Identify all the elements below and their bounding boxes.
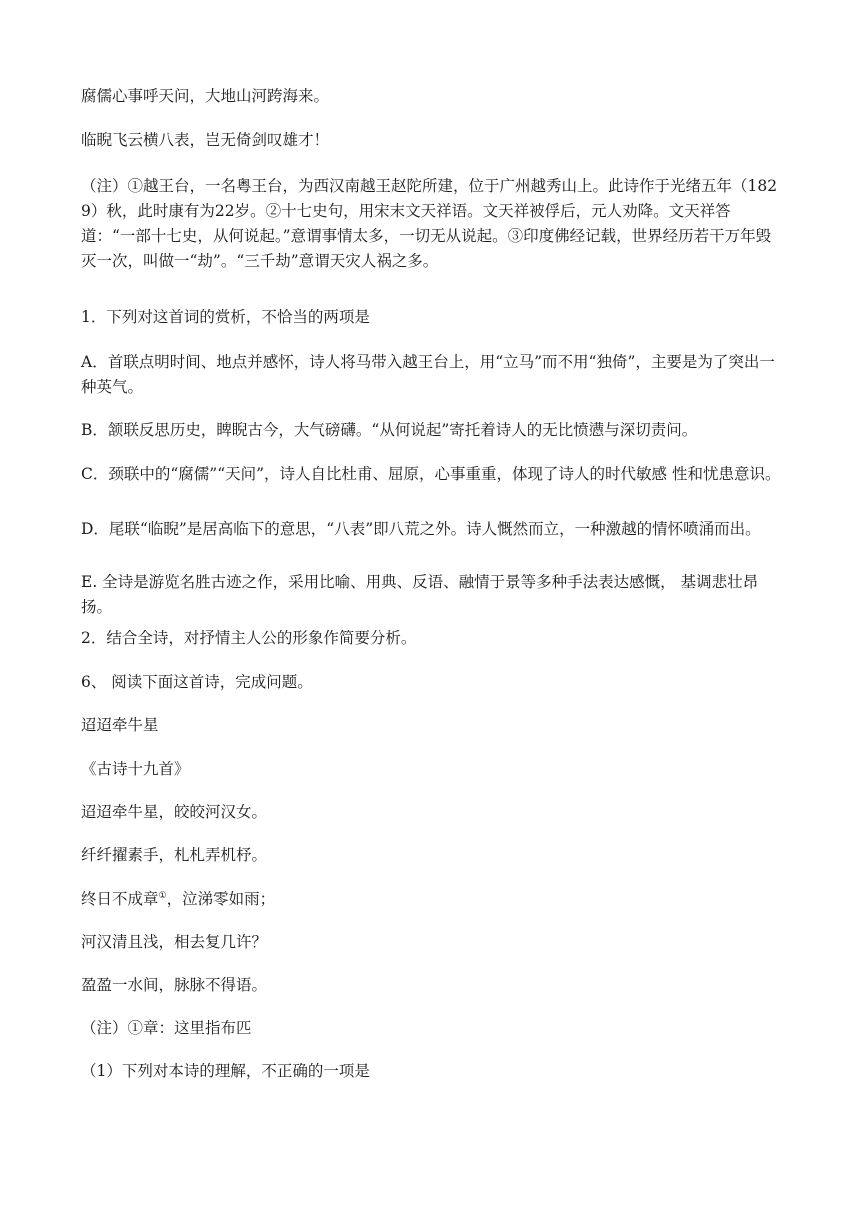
poem2-line-1: 迢迢牵牛星，皎皎河汉女。 <box>81 803 268 821</box>
poem2-line-3-part-a: 终日不成章 <box>81 890 159 908</box>
poem2-line-4: 河汉清且浅，相去复几许？ <box>81 933 268 951</box>
option-d: D．尾联“临睨”是居高临下的意思，“八表”即八荒之外。诗人慨然而立，一种激越的情怀喷涌而出。 <box>81 520 761 538</box>
poem2-line-3 <box>81 887 781 912</box>
subquestion-1: （1）下列对本诗的理解，不正确的一项是 <box>81 1062 370 1080</box>
poem2-line-5: 盈盈一水间，脉脉不得语。 <box>81 976 268 994</box>
question-6-intro: 6、 阅读下面这首诗，完成问题。 <box>81 673 313 691</box>
question-1-stem: 1．下列对这首词的赏析，不恰当的两项是 <box>81 308 370 326</box>
poem-source: 《古诗十九首》 <box>81 760 190 778</box>
poem-line-3: 腐儒心事呼天问，大地山河跨海来。 <box>81 87 330 105</box>
poem2-line-3-part-b: ，泣涕零如雨； <box>166 890 276 908</box>
annotation-paragraph: （注）①越王台，一名粤王台，为西汉南越王赵陀所建，位于广州越秀山上。此诗作于光绪五年（1829）秋，此时康有为22岁。②十七史句，用宋末文天祥语。文天祥被俘后，元人劝降。文天祥答道：“一部十七史，从何说起。”意谓事情太多，一切无从说起。③印度佛经记载，世界经历若干万年毁灭一次，叫做一“劫”。“三千劫”意谓天灾人祸之多。 <box>81 177 778 270</box>
poem-title: 迢迢牵牛星 <box>81 716 159 734</box>
option-a: A．首联点明时间、地点并感怀，诗人将马带入越王台上，用“立马”而不用“独倚”，主要是为了突出一种英气。 <box>81 353 775 396</box>
option-b: B．颔联反思历史，睥睨古今，大气磅礴。“从何说起”寄托着诗人的无比愤懑与深切责问。 <box>81 421 698 439</box>
poem2-note: （注）①章：这里指布匹 <box>81 1019 252 1037</box>
option-e: E. 全诗是游览名胜古迹之作，采用比喻、用典、反语、融情于景等多种手法表达感慨， 基调悲壮昂扬。 <box>81 573 759 616</box>
question-2: 2．结合全诗，对抒情主人公的形象作简要分析。 <box>81 629 417 647</box>
poem2-line-2: 纤纤擢素手，札札弄机杼。 <box>81 846 268 864</box>
option-c: C．颈联中的“腐儒”“天问”，诗人自比杜甫、屈原，心事重重，体现了诗人的时代敏感 性和忧患意识。 <box>81 465 781 483</box>
poem-line-4: 临睨飞云横八表，岂无倚剑叹雄才！ <box>81 131 330 149</box>
footnote-marker: ① <box>158 891 167 901</box>
